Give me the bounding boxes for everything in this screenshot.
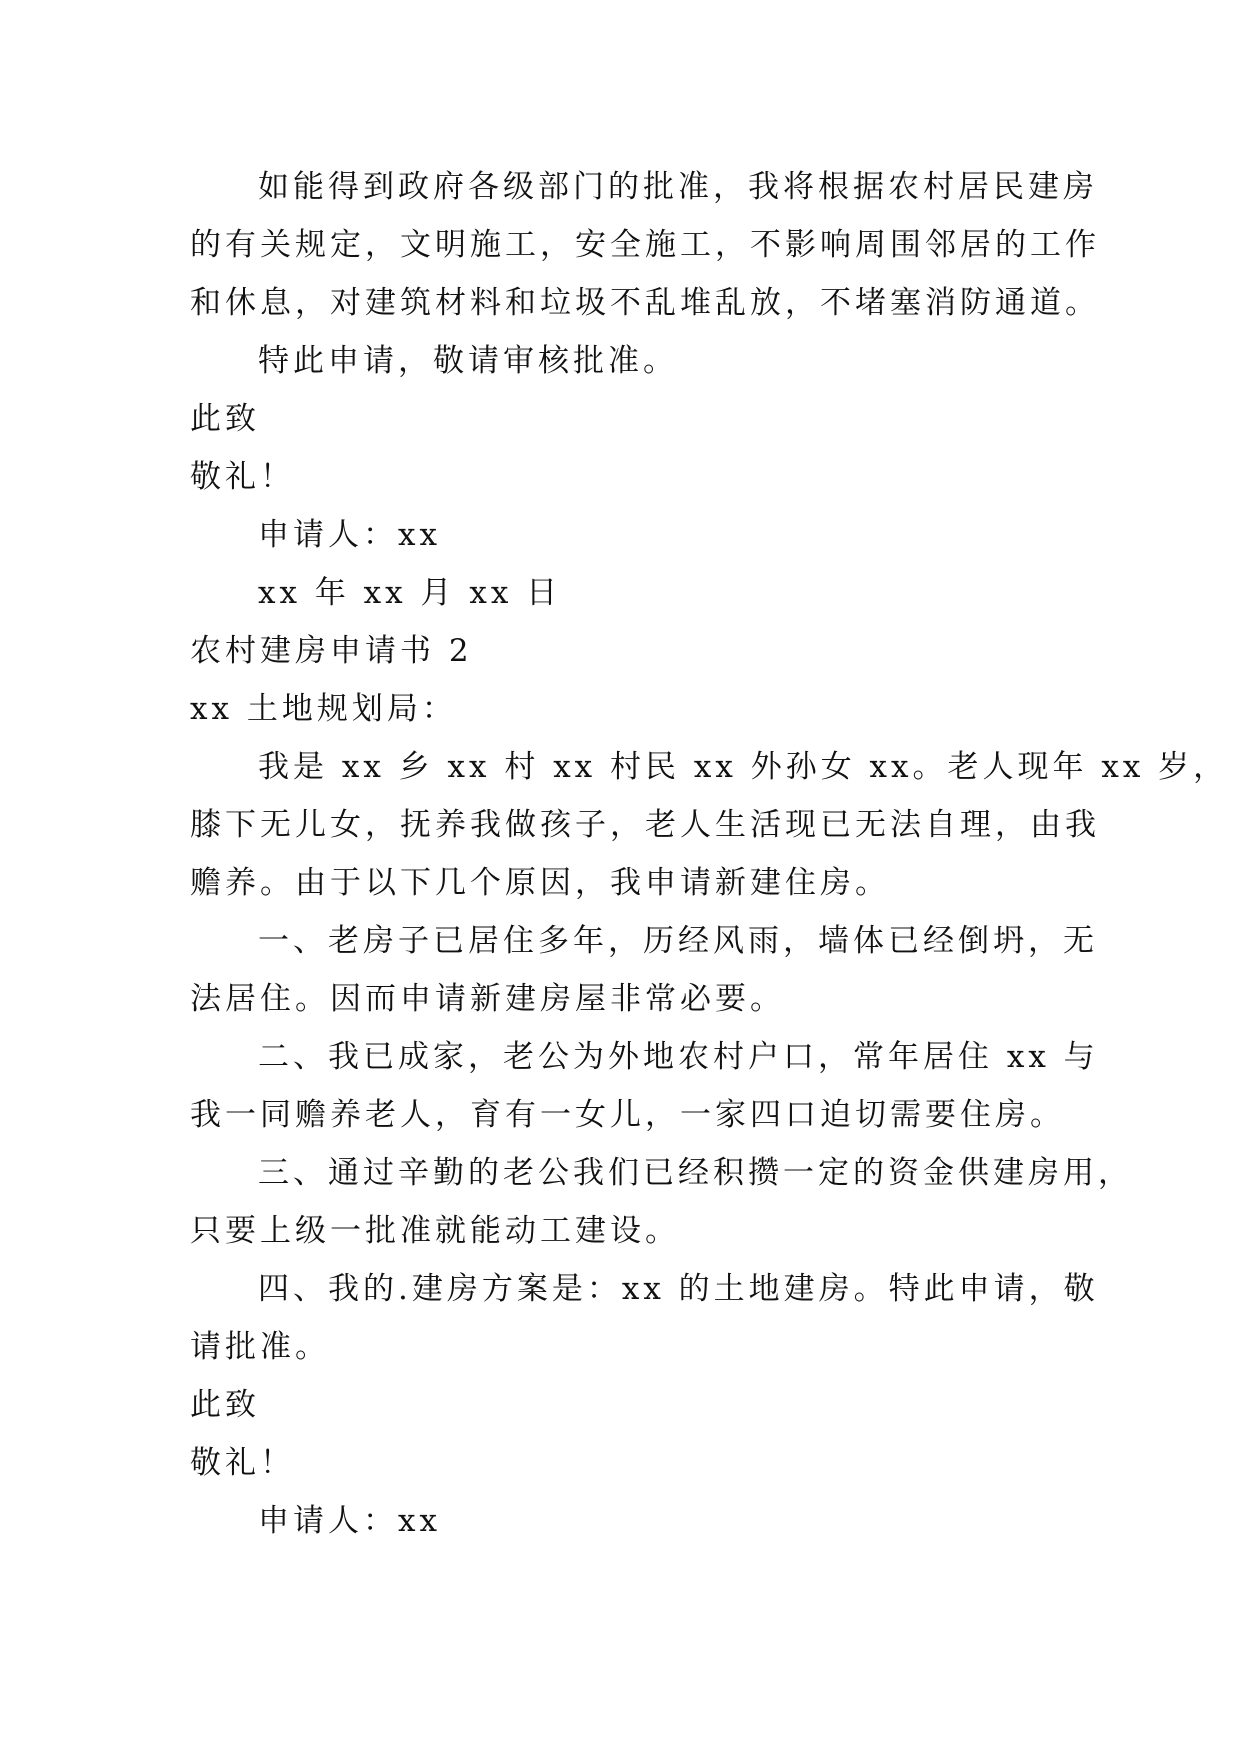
applicant-line: 申请人：xx: [258, 1503, 441, 1539]
paragraph-line: 三、通过辛勤的老公我们已经积攒一定的资金供建房用，: [258, 1155, 1133, 1191]
paragraph-line: 请批准。: [190, 1329, 330, 1365]
paragraph-line: 法居住。因而申请新建房屋非常必要。: [190, 981, 785, 1017]
paragraph-line: 我一同赡养老人，育有一女儿，一家四口迫切需要住房。: [190, 1097, 1065, 1133]
closing-salutation: 此致: [190, 401, 260, 437]
paragraph-line: 特此申请，敬请审核批准。: [258, 343, 678, 379]
paragraph-line: 一、老房子已居住多年，历经风雨，墙体已经倒坍，无: [258, 923, 1098, 959]
paragraph-line: 二、我已成家，老公为外地农村户口，常年居住 xx 与: [258, 1039, 1099, 1075]
paragraph-line: 赡养。由于以下几个原因，我申请新建住房。: [190, 865, 890, 901]
section-title: 农村建房申请书 2: [190, 633, 473, 669]
closing-regards: 敬礼！: [190, 1445, 295, 1481]
paragraph-line: 如能得到政府各级部门的批准，我将根据农村居民建房: [258, 169, 1098, 205]
paragraph-line: 的有关规定，文明施工，安全施工，不影响周围邻居的工作: [190, 227, 1100, 263]
paragraph-line: 只要上级一批准就能动工建设。: [190, 1213, 680, 1249]
paragraph-line: 四、我的.建房方案是：xx 的土地建房。特此申请，敬: [258, 1271, 1099, 1307]
date-line: xx 年 xx 月 xx 日: [258, 575, 562, 611]
applicant-line: 申请人：xx: [258, 517, 441, 553]
addressee-line: xx 土地规划局：: [190, 691, 457, 727]
closing-regards: 敬礼！: [190, 459, 295, 495]
paragraph-line: 我是 xx 乡 xx 村 xx 村民 xx 外孙女 xx。老人现年 xx 岁，: [258, 749, 1229, 785]
document-body: [190, 158, 1229, 1550]
closing-salutation: 此致: [190, 1387, 260, 1423]
paragraph-line: 和休息，对建筑材料和垃圾不乱堆乱放，不堵塞消防通道。: [190, 285, 1100, 321]
paragraph-line: 膝下无儿女，抚养我做孩子，老人生活现已无法自理，由我: [190, 807, 1100, 843]
